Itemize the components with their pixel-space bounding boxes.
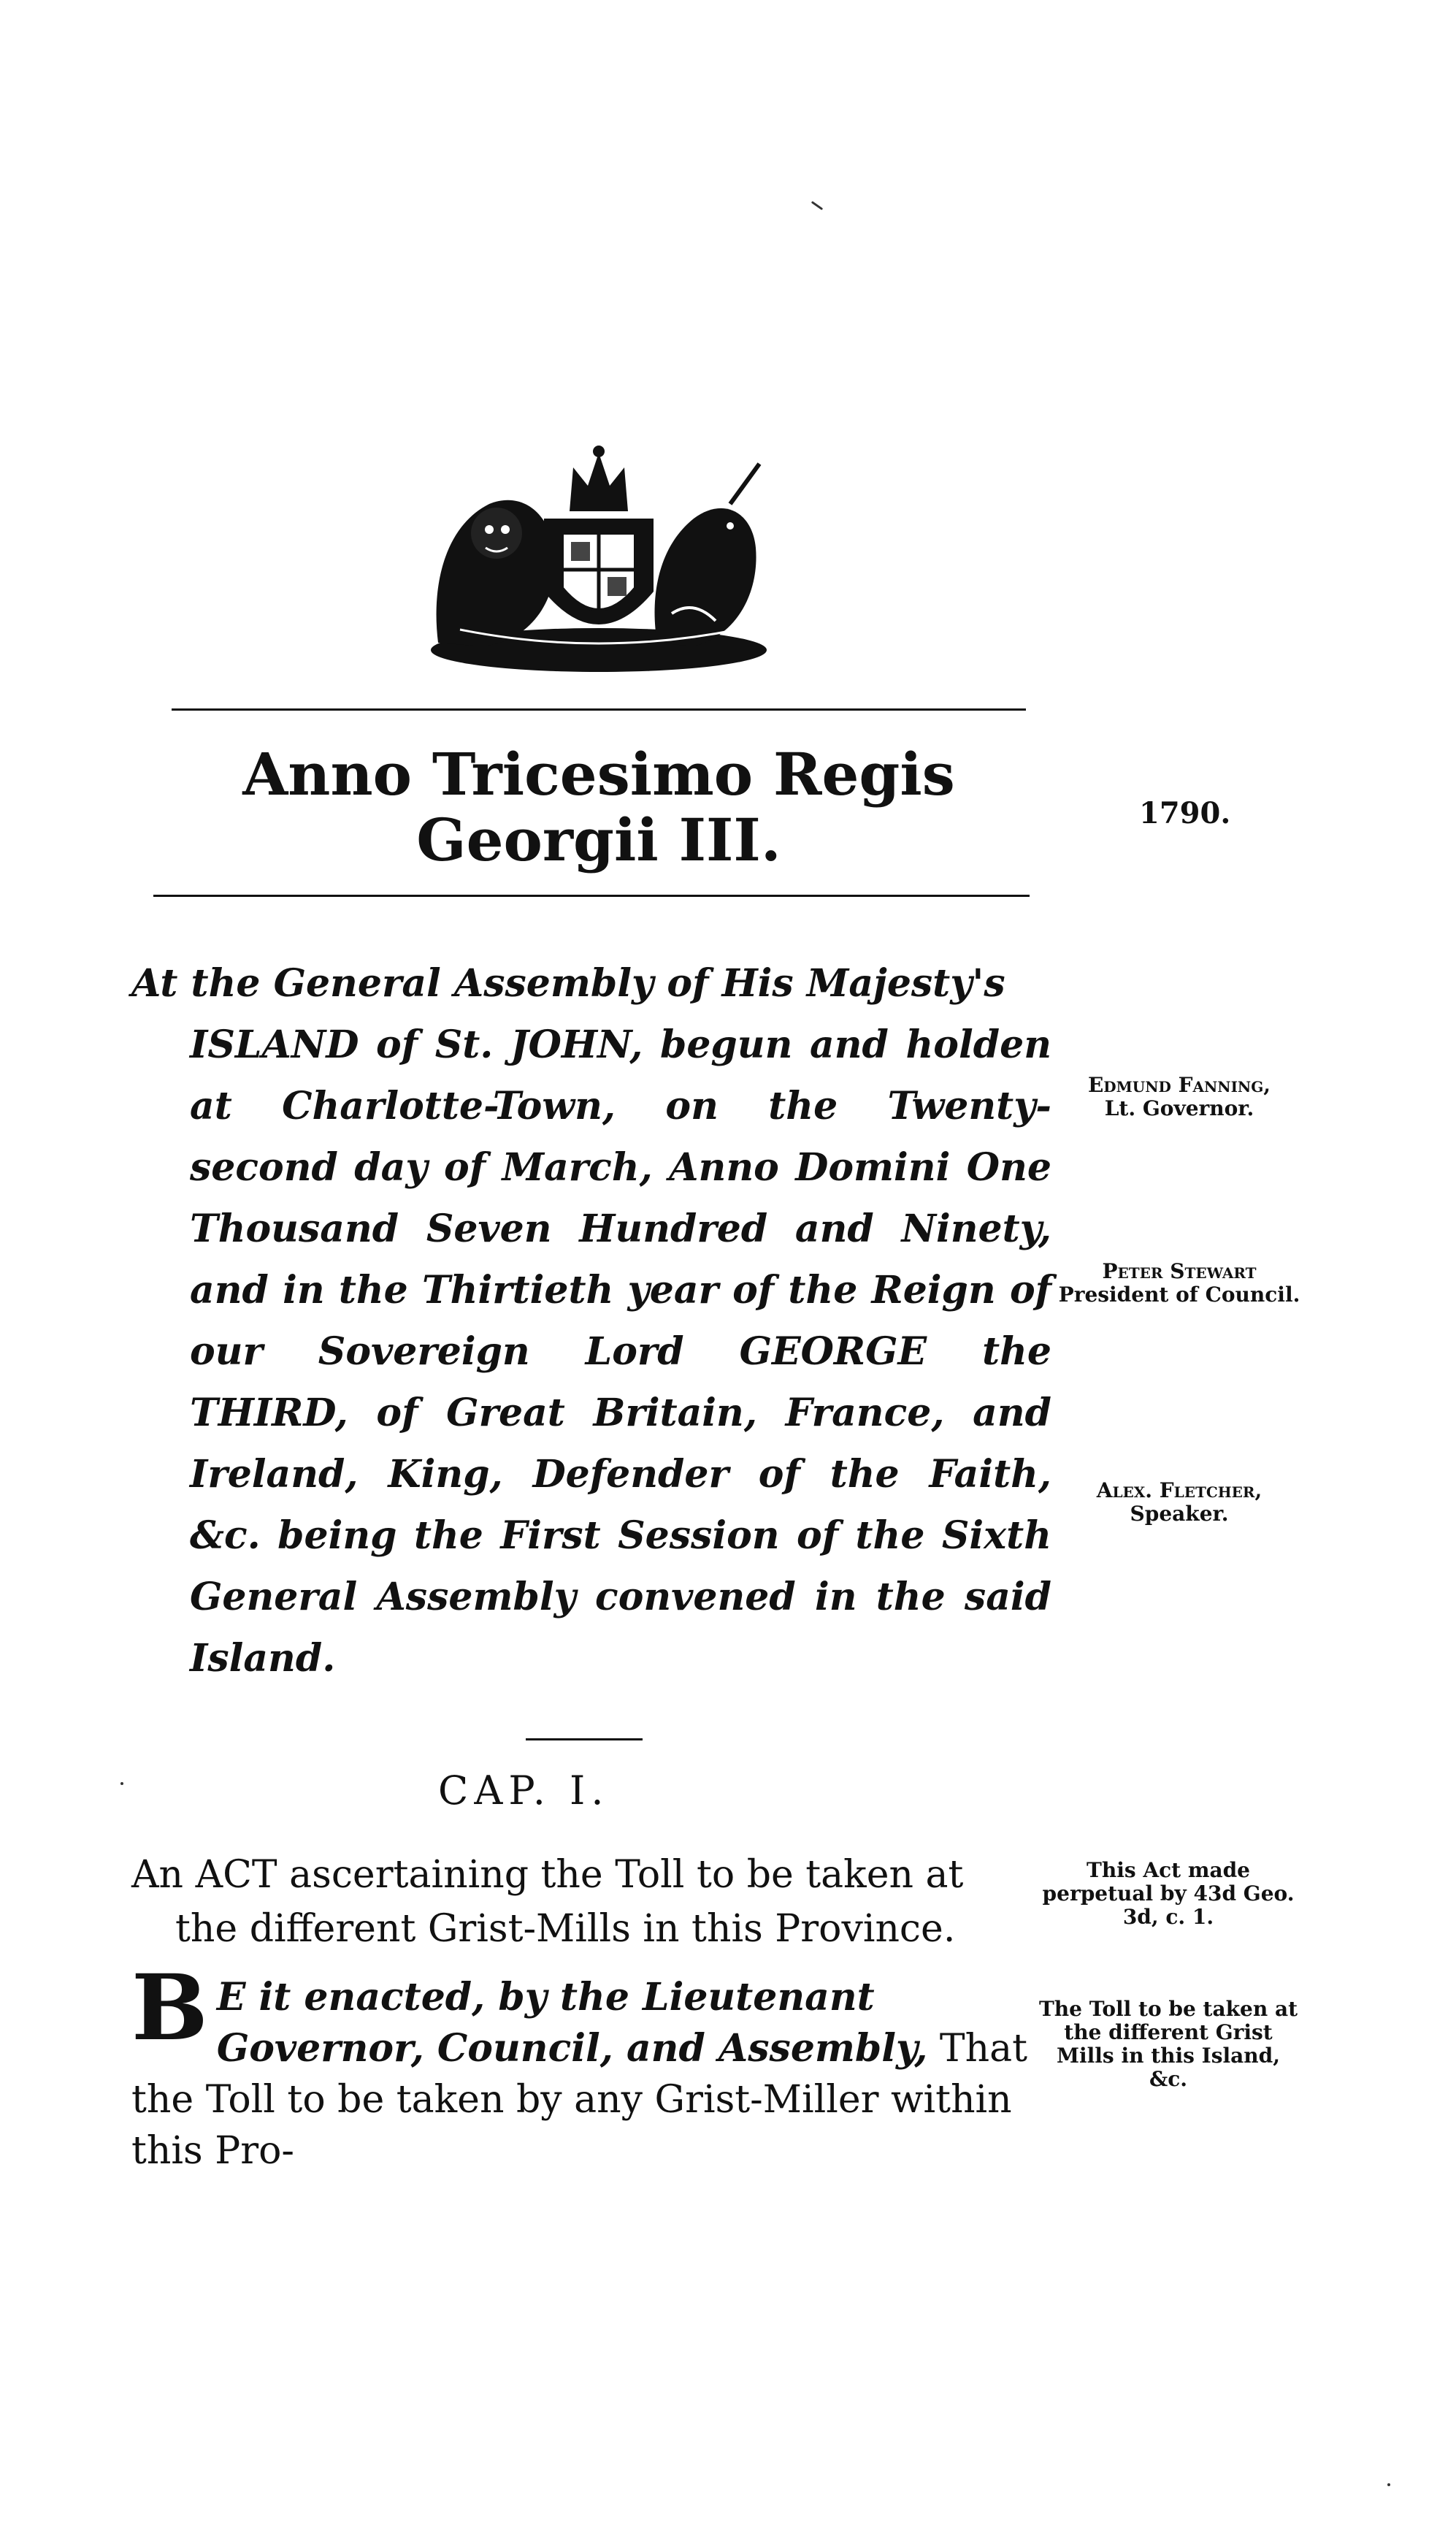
sidenote-perpetual — [1037, 1859, 1300, 1929]
act-body-text: That the Toll to be taken by any Grist-Miller within this Pro- — [131, 2027, 1027, 2173]
drop-cap: B — [131, 1955, 208, 2061]
toll-note-text: The Toll to be taken at the different Grist Mills in this Island, &c. — [1038, 1997, 1298, 2091]
sidenote-president — [1051, 1260, 1307, 1307]
speaker-title: Speaker. — [1130, 1502, 1229, 1526]
act-title-line-1: An ACT ascertaining the Toll to be taken at — [131, 1853, 964, 1897]
scan-speck — [811, 201, 823, 210]
assembly-text: ISLAND of St. JOHN, begun and holden at Charlotte-Town, on the Twenty-second day of March, Anno Domini One Thousand Seven Hundred and Ninety, and in the Thirtieth year of the Reign of our Sovereign Lord GEORGE the THIRD, of Great Britain, France, and Ireland, King, Defender of the Faith, &c. being the First Session of the Sixth General Assembly convened in the said Island. — [190, 1023, 1051, 1681]
sidenote-toll — [1037, 1998, 1300, 2091]
assembly-paragraph — [131, 953, 1051, 1689]
section-divider — [526, 1738, 643, 1740]
governor-name: Edmund Fanning, — [1087, 1073, 1271, 1097]
regnal-title — [219, 741, 978, 873]
year-label: 1790. — [1139, 796, 1231, 830]
bottom-rule — [153, 895, 1030, 897]
act-title — [131, 1848, 1030, 1956]
scan-speck — [120, 1782, 123, 1785]
royal-coat-of-arms — [416, 438, 781, 679]
governor-title: Lt. Governor. — [1104, 1096, 1254, 1120]
chapter-heading: CAP. I. — [438, 1767, 610, 1814]
speaker-name: Alex. Fletcher, — [1096, 1478, 1262, 1502]
assembly-first-line: At the General Assembly of His Majesty's — [131, 961, 1005, 1006]
act-body — [131, 1955, 1030, 2177]
scan-speck — [1387, 2483, 1390, 2486]
sidenote-governor — [1051, 1074, 1307, 1120]
act-title-line-2: the different Grist-Mills in this Province. — [175, 1907, 956, 1951]
title-line-2: Georgii III. — [416, 806, 781, 874]
title-line-1: Anno Tricesimo Regis — [242, 740, 955, 809]
perpetual-note-text: This Act made perpetual by 43d Geo. 3d, c. 1. — [1042, 1858, 1295, 1929]
president-title: President of Council. — [1058, 1283, 1300, 1307]
president-name: Peter Stewart — [1102, 1259, 1257, 1283]
sidenote-speaker — [1051, 1479, 1307, 1526]
enacting-clause: E it enacted, by the Lieutenant Governor, Council, and Assembly, — [216, 1975, 928, 2071]
top-rule — [172, 708, 1026, 711]
